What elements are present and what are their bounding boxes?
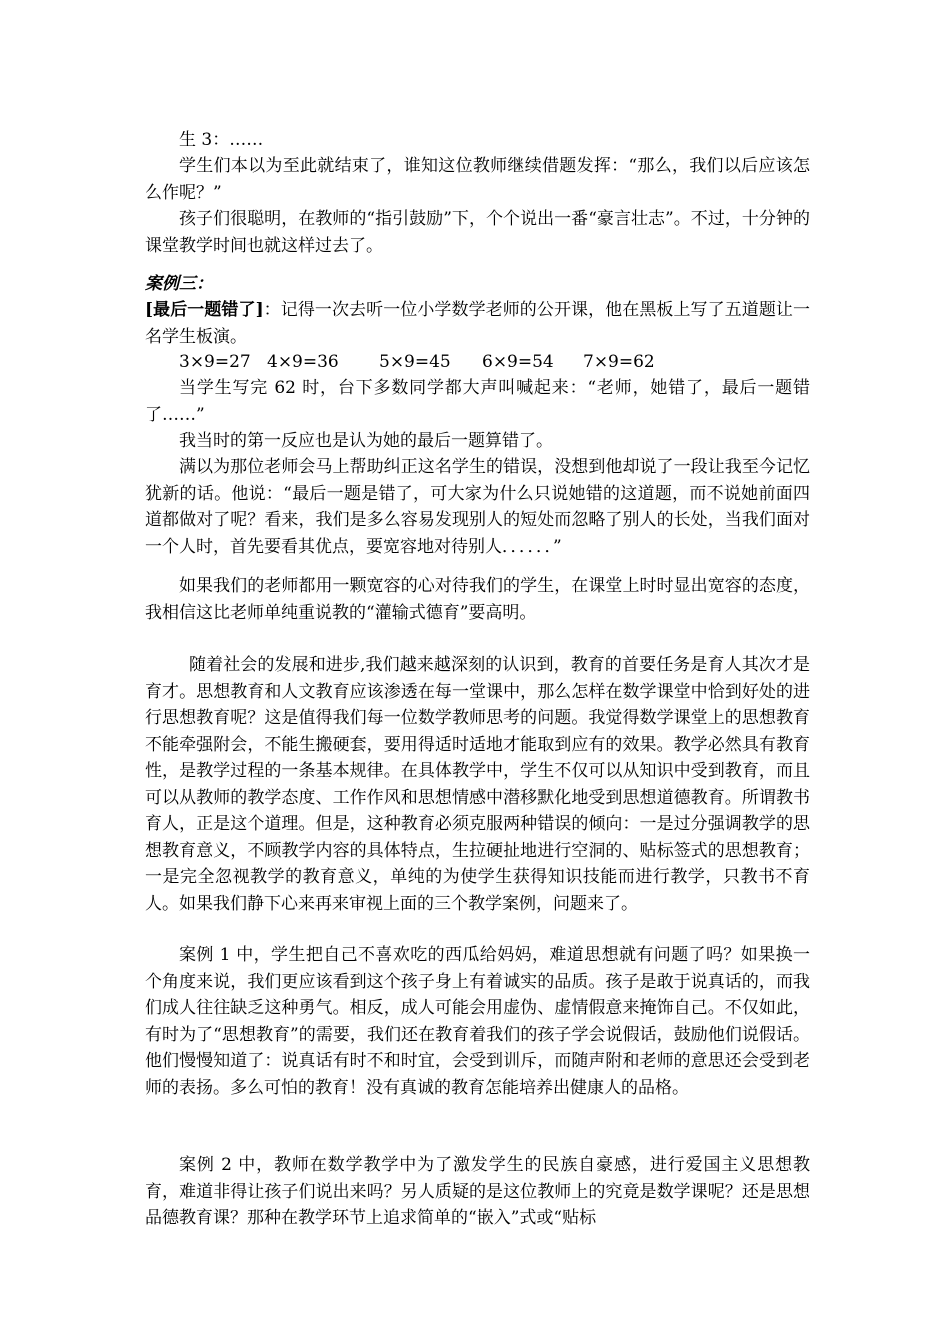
equation-item: 3×9=27 <box>179 352 251 372</box>
case3-intro <box>145 297 810 350</box>
equation-item: 4×9=36 <box>267 352 339 372</box>
equation-item: 5×9=45 <box>379 352 451 372</box>
paragraph-class-shouts: 当学生写完 62 时，台下多数同学都大声叫喊起来：“老师，她错了，最后一题错了……” <box>145 378 810 425</box>
equation-item: 7×9=62 <box>583 352 655 372</box>
case3-heading: 案例三： <box>145 274 213 294</box>
case3-title: [最后一题错了] <box>145 300 264 320</box>
equation-row <box>179 349 655 376</box>
paragraph-tolerance: 如果我们的老师都用一颗宽容的心对待我们的学生，在课堂上时时显出宽容的态度，我相信这比老师单纯重说教的“灌输式德育”要高明。 <box>145 576 810 623</box>
case3-intro-text: ：记得一次去听一位小学数学老师的公开课，他在黑板上写了五道题让一名学生板演。 <box>145 300 810 347</box>
paragraph-case1-analysis: 案例 1 中，学生把自己不喜欢吃的西瓜给妈妈，难道思想就有问题了吗？如果换一个角度来说，我们更应该看到这个孩子身上有着诚实的品质。孩子是敢于说真话的，而我们成人往往缺乏这种勇气。相反，成人可能会用虚伪、虚情假意来掩饰自己。不仅如此，有时为了“思想教育”的需要，我们还在教育着我们的孩子学会说假话，鼓励他们说假话。他们慢慢知道了：说真话有时不和时宜，会受到训斥，而随声附和老师的意思还会受到老师的表扬。多么可怕的教育！没有真诚的教育怎能培养出健康人的品格。 <box>145 945 810 1098</box>
equation-item: 6×9=54 <box>482 352 554 372</box>
paragraph-analysis: 随着社会的发展和进步,我们越来越深刻的认识到，教育的首要任务是育人其次才是育才。思想教育和人文教育应该渗透在每一堂课中，那么怎样在数学课堂中恰到好处的进行思想教育呢？这是值得我们每一位数学教师思考的问题。我觉得数学课堂上的思想教育不能牵强附会，不能生搬硬套，要用得适时适地才能取到应有的效果。教学必然具有教育性，是教学过程的一条基本规律。在具体教学中，学生不仅可以从知识中受到教育，而且可以从教师的教学态度、工作作风和思想情感中潜移默化地受到思想道德教育。所谓教书育人，正是这个道理。但是，这种教育必须克服两种错误的倾向：一是过分强调教学的思想教育意义，不顾教学内容的具体特点，生拉硬扯地进行空洞的、贴标签式的思想教育；一是完全忽视教学的教育意义，单纯的为使学生获得知识技能而进行教学，只教书不育人。如果我们静下心来再来审视上面的三个教学案例，问题来了。 <box>145 655 810 914</box>
paragraph-case2-analysis: 案例 2 中，教师在数学教学中为了激发学生的民族自豪感，进行爱国主义思想教育，难道非得让孩子们说出来吗？另人质疑的是这位教师上的究竟是数学课呢？还是思想品德教育课？那种在教学环节上追求简单的“嵌入”式或“贴标 <box>145 1155 810 1228</box>
paragraph-first-reaction: 我当时的第一反应也是认为她的最后一题算错了。 <box>179 431 553 451</box>
paragraph-teacher-quote: 满以为那位老师会马上帮助纠正这名学生的错误，没想到他却说了一段让我至今记忆犹新的话。他说：“最后一题是错了，可大家为什么只说她错的这道题，而不说她前面四道都做对了呢？看来，我们是多么容易发现别人的短处而忽略了别人的长处，当我们面对一个人时，首先要看其优点，要宽容地对待别人．．．．．．” <box>145 457 810 557</box>
paragraph-student3: 生 3：…… <box>179 130 264 150</box>
paragraph-children-respond: 孩子们很聪明，在教师的“指引鼓励”下，个个说出一番“豪言壮志”。不过，十分钟的课堂教学时间也就这样过去了。 <box>145 209 810 256</box>
paragraph-teacher-continues: 学生们本以为至此就结束了，谁知这位教师继续借题发挥：“那么，我们以后应该怎么作呢？” <box>145 156 810 203</box>
